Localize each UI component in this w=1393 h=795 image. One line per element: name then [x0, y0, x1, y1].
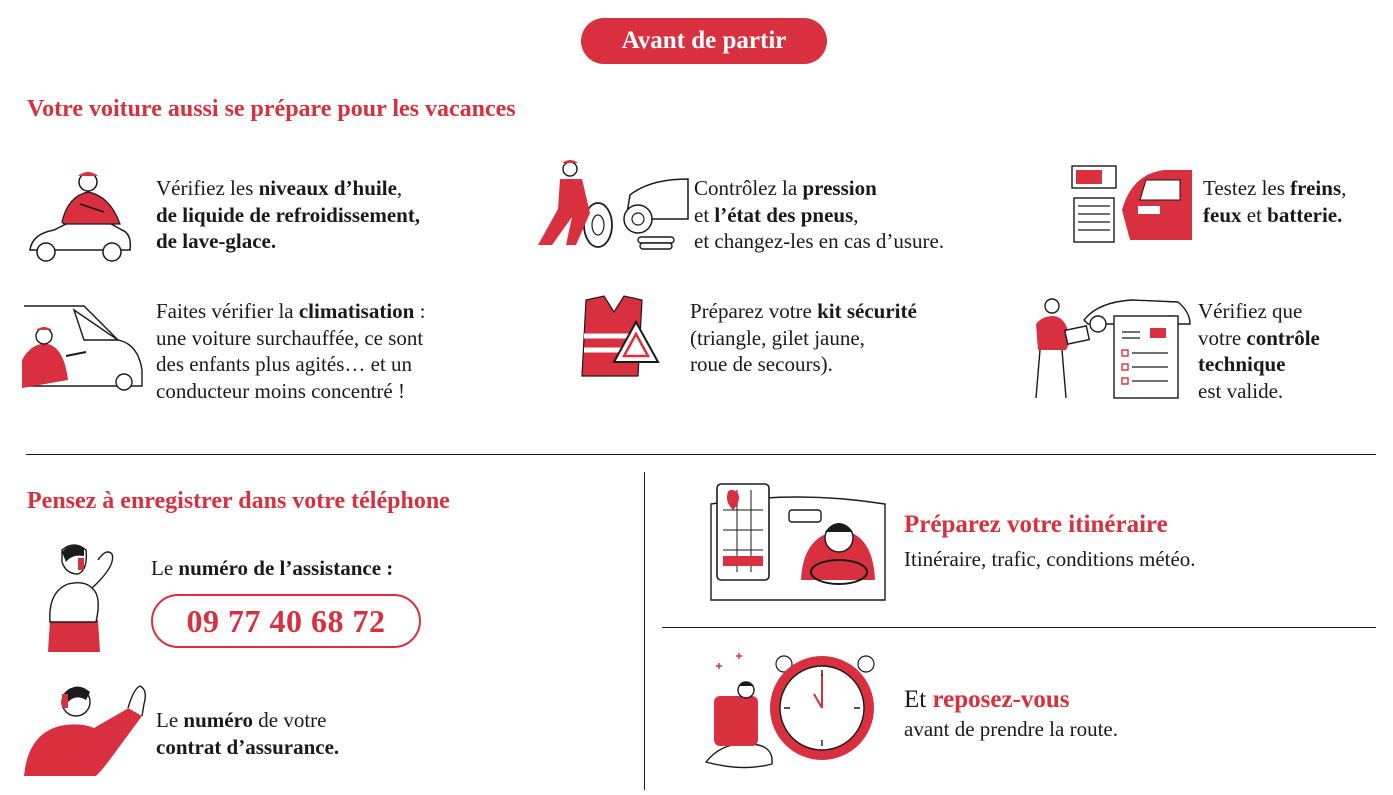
rest-title: Et reposez-vous: [904, 686, 1070, 713]
section-divider: [26, 454, 1376, 455]
air-conditioning-text: Faites vérifier la climatisation : une voiture surchauffée, ce sont des enfants plus agités… et un conducteur moins concentré !: [156, 299, 426, 403]
row-divider: [662, 627, 1376, 628]
phone-call-icon: [40, 540, 130, 658]
tire-pressure-text: Contrôlez la pression et l’état des pneus, et changez-les en cas d’usure.: [694, 176, 945, 253]
technical-control-text: Vérifiez que votre contrôle technique est valide.: [1198, 299, 1320, 403]
safety-kit-icon: [578, 292, 660, 380]
battery-lights-icon: [1060, 160, 1192, 250]
inspection-icon: [1032, 292, 1192, 400]
assistance-number-label: Le numéro de l’assistance :: [151, 556, 394, 580]
column-divider: [644, 472, 645, 790]
gps-driving-icon: [707, 480, 889, 606]
section-badge: Avant de partir: [581, 18, 827, 64]
itinerary-text: Itinéraire, trafic, conditions météo.: [904, 547, 1196, 571]
insurance-call-icon: [24, 680, 150, 776]
section-title-car: Votre voiture aussi se prépare pour les vacances: [27, 96, 516, 122]
itinerary-title: Préparez votre itinéraire: [904, 511, 1168, 538]
section-title-phone: Pensez à enregistrer dans votre téléphone: [27, 488, 450, 514]
assistance-phone-number[interactable]: 09 77 40 68 72: [151, 594, 421, 648]
air-conditioning-icon: [22, 300, 146, 392]
rest-clock-icon: [702, 652, 888, 772]
brakes-battery-text: Testez les freins, feux et batterie.: [1203, 176, 1347, 227]
insurance-contract-text: Le numéro de votre contrat d’assurance.: [156, 708, 340, 759]
mechanic-car-icon: [24, 168, 134, 266]
safety-kit-text: Préparez votre kit sécurité (triangle, gilet jaune, roue de secours).: [690, 299, 917, 376]
oil-levels-text: Vérifiez les niveaux d’huile, de liquide de refroidissement, de lave-glace.: [156, 176, 421, 253]
rest-text: avant de prendre la route.: [904, 717, 1118, 741]
tire-change-icon: [530, 157, 690, 251]
